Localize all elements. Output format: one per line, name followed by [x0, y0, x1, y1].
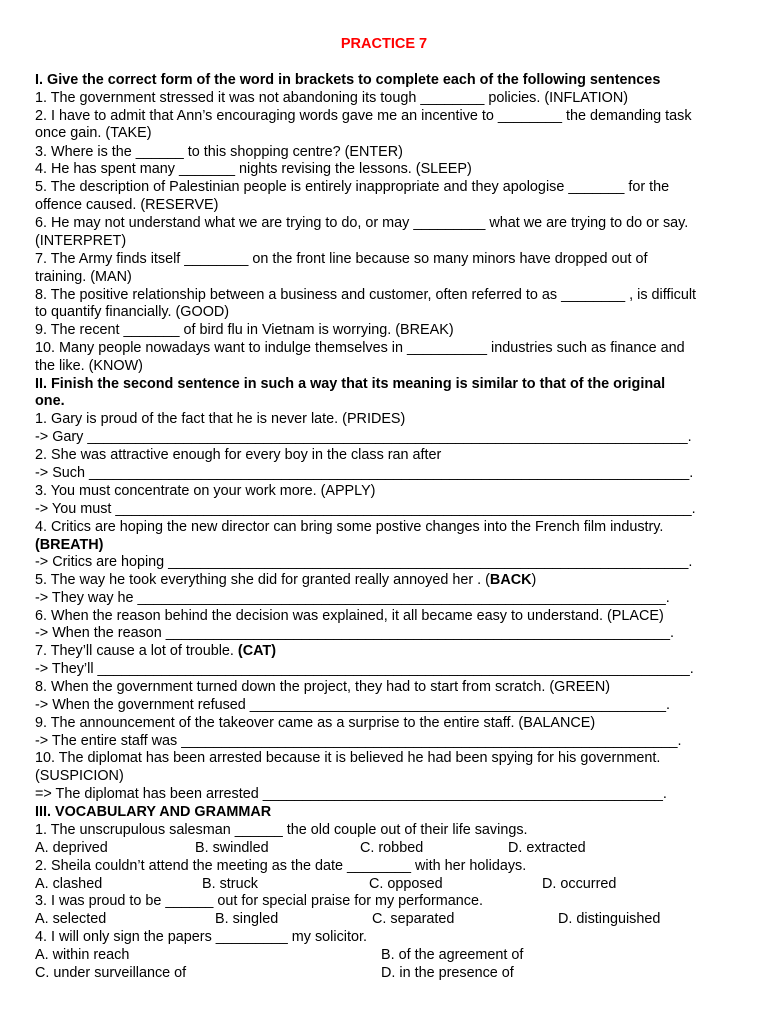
mc-option: C. under surveillance of [35, 965, 187, 981]
section1-line: to quantify financially. (GOOD) [35, 304, 230, 320]
rewrite-answer-line: -> When the reason _______________________________________________________________. [35, 625, 674, 641]
page-title: PRACTICE 7 [340, 36, 428, 52]
rewrite-question: 10. The diplomat has been arrested because it is believed he had been spying for his government. [35, 750, 661, 766]
rewrite-answer-line: -> They’ll __________________________________________________________________________. [35, 661, 694, 677]
question-text: 7. They’ll cause a lot of trouble. [35, 643, 238, 659]
section1-line: 10. Many people nowadays want to indulge themselves in __________ industries such as finance and [35, 340, 685, 356]
mc-option: D. distinguished [558, 911, 661, 927]
rewrite-question: 9. The announcement of the takeover came as a surprise to the entire staff. (BALANCE) [35, 715, 596, 731]
rewrite-keyword: (CAT) [237, 643, 277, 659]
mc-option: C. robbed [360, 840, 424, 856]
section1-line: 4. He has spent many _______ nights revising the lessons. (SLEEP) [35, 161, 472, 177]
section1-line: 2. I have to admit that Ann’s encouraging words gave me an incentive to ________ the demanding task [35, 108, 692, 124]
mc-option: B. swindled [195, 840, 269, 856]
section1-line: the like. (KNOW) [35, 358, 143, 374]
section1-heading: I. Give the correct form of the word in brackets to complete each of the following sentences [35, 72, 661, 88]
section1-line: 9. The recent _______ of bird flu in Vietnam is worrying. (BREAK) [35, 322, 454, 338]
mc-option: D. extracted [508, 840, 586, 856]
section3-heading: III. VOCABULARY AND GRAMMAR [35, 804, 272, 820]
section2-heading: one. [35, 393, 65, 409]
section1-line: 6. He may not understand what we are trying to do, or may _________ what we are trying to do or say. [35, 215, 689, 231]
rewrite-keyword: BACK [489, 572, 532, 588]
mc-option: B. singled [215, 911, 279, 927]
rewrite-answer-line: => The diplomat has been arrested __________________________________________________. [35, 786, 667, 802]
question-text: ) [531, 572, 537, 588]
section2-heading: II. Finish the second sentence in such a way that its meaning is similar to that of the original [35, 376, 666, 392]
mc-option: A. selected [35, 911, 107, 927]
rewrite-question: 6. When the reason behind the decision was explained, it all became easy to understand. (PLACE) [35, 608, 664, 624]
mc-option: A. deprived [35, 840, 108, 856]
section1-line: offence caused. (RESERVE) [35, 197, 219, 213]
section1-line: 3. Where is the ______ to this shopping centre? (ENTER) [35, 144, 403, 160]
mc-option: B. struck [202, 876, 258, 892]
rewrite-question [35, 572, 730, 590]
rewrite-answer-line: -> Gary ___________________________________________________________________________. [35, 429, 692, 445]
mc-question: 2. Sheila couldn’t attend the meeting as the date ________ with her holidays. [35, 858, 527, 874]
section1-line: once gain. (TAKE) [35, 125, 152, 141]
rewrite-answer-line: -> The entire staff was ______________________________________________________________. [35, 733, 682, 749]
rewrite-question [35, 643, 730, 661]
section1-line: 5. The description of Palestinian people is entirely inappropriate and they apologise _______ for the [35, 179, 670, 195]
mc-option: A. clashed [35, 876, 103, 892]
section1-line: 1. The government stressed it was not abandoning its tough ________ policies. (INFLATION) [35, 90, 629, 106]
rewrite-question: 8. When the government turned down the project, they had to start from scratch. (GREEN) [35, 679, 611, 695]
rewrite-answer-line: -> Such ___________________________________________________________________________. [35, 465, 694, 481]
rewrite-answer-line: -> They way he __________________________________________________________________. [35, 590, 670, 606]
mc-option: D. in the presence of [381, 965, 514, 981]
mc-option: D. occurred [542, 876, 617, 892]
rewrite-question: 2. She was attractive enough for every boy in the class ran after [35, 447, 442, 463]
mc-option: C. separated [372, 911, 455, 927]
question-text: 5. The way he took everything she did for granted really annoyed her . ( [35, 572, 490, 588]
rewrite-keyword: (BREATH) [35, 537, 104, 553]
mc-question: 4. I will only sign the papers _________ my solicitor. [35, 929, 367, 945]
section1-line: training. (MAN) [35, 269, 132, 285]
rewrite-answer-line: -> When the government refused ____________________________________________________. [35, 697, 670, 713]
rewrite-question: 3. You must concentrate on your work more. (APPLY) [35, 483, 376, 499]
mc-option: C. opposed [369, 876, 443, 892]
mc-question: 3. I was proud to be ______ out for special praise for my performance. [35, 893, 483, 909]
rewrite-answer-line: -> Critics are hoping _________________________________________________________________. [35, 554, 693, 570]
section1-line: 7. The Army finds itself ________ on the front line because so many minors have dropped out of [35, 251, 648, 267]
section1-line: 8. The positive relationship between a business and customer, often referred to as ________ , is difficult [35, 287, 697, 303]
rewrite-keyword: (SUSPICION) [35, 768, 124, 784]
rewrite-question: 1. Gary is proud of the fact that he is never late. (PRIDES) [35, 411, 406, 427]
mc-option: B. of the agreement of [381, 947, 524, 963]
rewrite-answer-line: -> You must ________________________________________________________________________. [35, 501, 696, 517]
rewrite-question: 4. Critics are hoping the new director can bring some postive changes into the French film industry. [35, 519, 664, 535]
mc-question: 1. The unscrupulous salesman ______ the old couple out of their life savings. [35, 822, 528, 838]
section1-line: (INTERPRET) [35, 233, 127, 249]
mc-option: A. within reach [35, 947, 130, 963]
